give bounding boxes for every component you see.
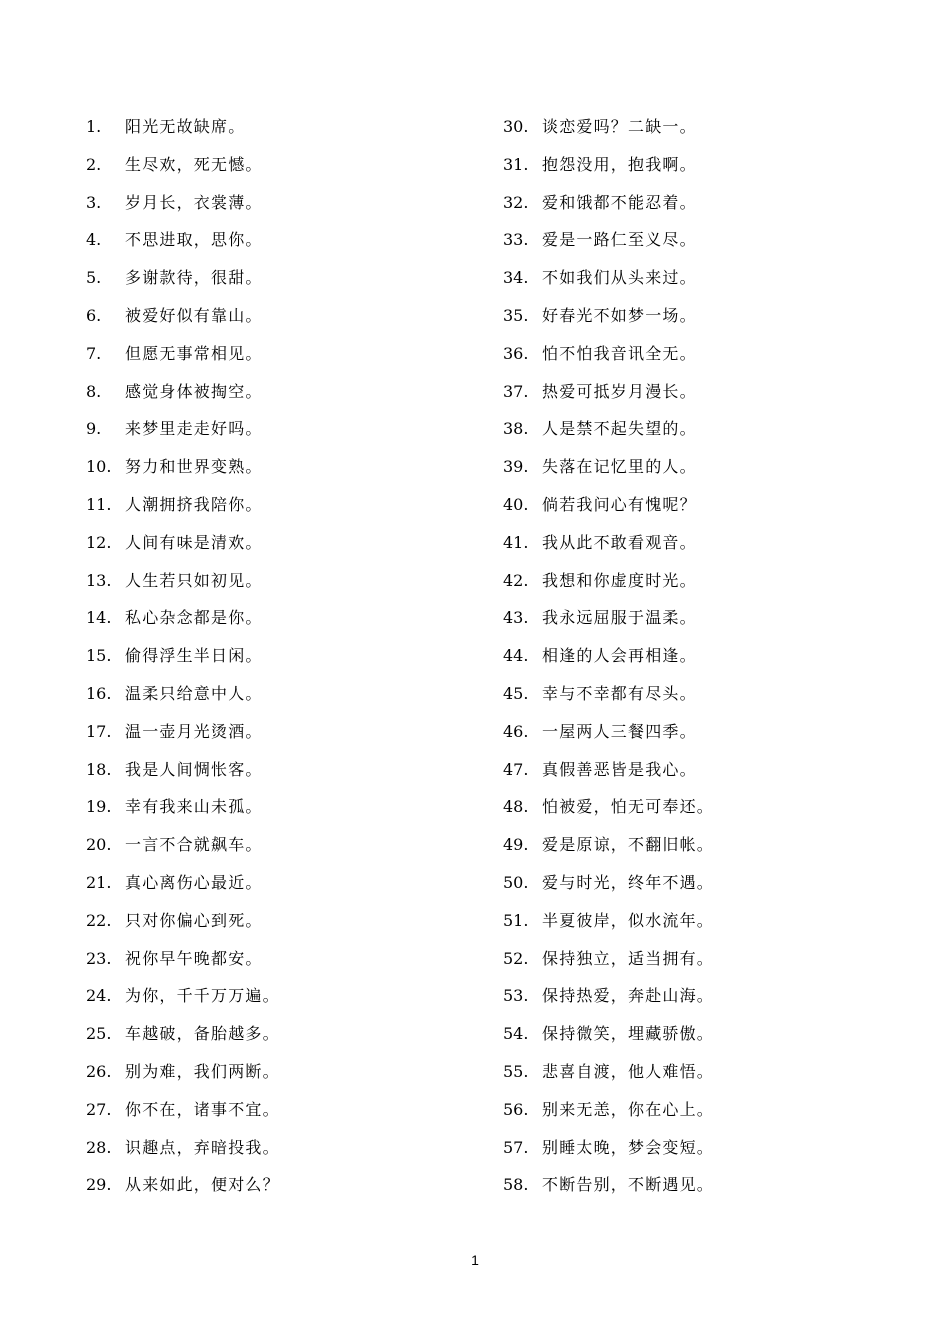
- quote-number: 8.: [86, 381, 102, 401]
- quote-item: [86, 599, 466, 637]
- quote-text: 被爱好似有靠山。: [125, 305, 263, 325]
- quote-item: [503, 713, 903, 751]
- quote-text: 不思进取，思你。: [125, 230, 263, 250]
- page-number: 1: [471, 1252, 479, 1268]
- quote-number: 27.: [86, 1099, 112, 1119]
- quote-item: [86, 184, 466, 222]
- quote-text: 一言不合就飙车。: [125, 835, 263, 855]
- quote-number: 17.: [86, 721, 112, 741]
- quote-item: [503, 1053, 903, 1091]
- quote-text: 人生若只如初见。: [125, 570, 263, 590]
- quote-text: 识趣点，弃暗投我。: [125, 1137, 280, 1157]
- quote-text: 感觉身体被掏空。: [125, 381, 263, 401]
- quote-number: 13.: [86, 570, 112, 590]
- quote-item: [86, 902, 466, 940]
- quote-number: 38.: [503, 419, 529, 439]
- quote-item: [86, 410, 466, 448]
- quote-text: 来梦里走走好吗。: [125, 419, 263, 439]
- quote-text: 但愿无事常相见。: [125, 343, 263, 363]
- quote-number: 7.: [86, 343, 102, 363]
- quote-text: 真心离伤心最近。: [125, 872, 263, 892]
- quote-text: 抱怨没用，抱我啊。: [542, 154, 697, 174]
- quote-text: 爱和饿都不能忍着。: [542, 192, 697, 212]
- quote-text: 热爱可抵岁月漫长。: [542, 381, 697, 401]
- quote-number: 49.: [503, 835, 529, 855]
- quote-item: [86, 713, 466, 751]
- quote-text: 温一壶月光烫酒。: [125, 721, 263, 741]
- quote-text: 别来无恙，你在心上。: [542, 1099, 715, 1119]
- quote-number: 1.: [86, 117, 102, 136]
- quote-number: 57.: [503, 1137, 529, 1157]
- quote-number: 54.: [503, 1024, 529, 1044]
- quote-item: [503, 335, 903, 373]
- quote-text: 怕被爱，怕无可奉还。: [542, 797, 715, 817]
- quote-number: 2.: [86, 154, 102, 174]
- quote-item: [86, 297, 466, 335]
- quote-item: [86, 259, 466, 297]
- quote-item: [503, 1091, 903, 1129]
- quote-item: [503, 826, 903, 864]
- quote-text: 保持独立，适当拥有。: [542, 948, 715, 968]
- quote-item: [503, 297, 903, 335]
- quote-number: 55.: [503, 1061, 529, 1081]
- quote-number: 58.: [503, 1175, 529, 1195]
- quote-number: 25.: [86, 1024, 112, 1044]
- quote-item: [503, 259, 903, 297]
- quote-item: [503, 599, 903, 637]
- quote-number: 4.: [86, 230, 102, 250]
- quote-text: 真假善恶皆是我心。: [542, 759, 697, 779]
- quote-text: 倘若我问心有愧呢？: [542, 494, 697, 514]
- quote-item: [86, 335, 466, 373]
- quote-number: 26.: [86, 1061, 112, 1081]
- quote-number: 16.: [86, 683, 112, 703]
- quote-number: 44.: [503, 646, 529, 666]
- quote-text: 幸有我来山未孤。: [125, 797, 263, 817]
- quote-text: 祝你早午晚都安。: [125, 948, 263, 968]
- quote-text: 好春光不如梦一场。: [542, 305, 697, 325]
- quote-item: [503, 184, 903, 222]
- quote-number: 53.: [503, 986, 529, 1006]
- quote-item: [503, 1166, 903, 1204]
- quote-text: 谈恋爱吗？二缺一。: [542, 117, 697, 136]
- quote-item: [86, 1166, 466, 1204]
- quote-text: 只对你偏心到死。: [125, 910, 263, 930]
- quote-item: [503, 788, 903, 826]
- quote-number: 45.: [503, 683, 529, 703]
- quote-text: 相逢的人会再相逢。: [542, 646, 697, 666]
- quote-text: 努力和世界变熟。: [125, 457, 263, 477]
- quote-item: [86, 1129, 466, 1167]
- quote-text: 从来如此，便对么？: [125, 1175, 280, 1195]
- quote-number: 23.: [86, 948, 112, 968]
- quote-number: 43.: [503, 608, 529, 628]
- quote-item: [86, 637, 466, 675]
- quote-number: 51.: [503, 910, 529, 930]
- quote-item: [503, 977, 903, 1015]
- quote-item: [503, 940, 903, 978]
- quote-item: [503, 864, 903, 902]
- quote-text: 爱与时光，终年不遇。: [542, 872, 715, 892]
- quote-item: [86, 788, 466, 826]
- quote-text: 爱是原谅，不翻旧帐。: [542, 835, 715, 855]
- quote-item: [503, 146, 903, 184]
- quote-item: [86, 486, 466, 524]
- quote-item: [503, 410, 903, 448]
- quote-number: 10.: [86, 457, 112, 477]
- quote-item: [503, 448, 903, 486]
- quote-item: [503, 373, 903, 411]
- quote-number: 18.: [86, 759, 112, 779]
- quote-text: 我从此不敢看观音。: [542, 532, 697, 552]
- quote-item: [503, 1015, 903, 1053]
- quote-text: 一屋两人三餐四季。: [542, 721, 697, 741]
- quote-text: 爱是一路仁至义尽。: [542, 230, 697, 250]
- quote-text: 偷得浮生半日闲。: [125, 646, 263, 666]
- quote-item: [503, 751, 903, 789]
- quote-number: 41.: [503, 532, 529, 552]
- quote-text: 保持热爱，奔赴山海。: [542, 986, 715, 1006]
- quote-number: 50.: [503, 872, 529, 892]
- quote-text: 别睡太晚，梦会变短。: [542, 1137, 715, 1157]
- quote-number: 46.: [503, 721, 529, 741]
- quote-item: [86, 373, 466, 411]
- quote-number: 3.: [86, 192, 102, 212]
- quote-number: 48.: [503, 797, 529, 817]
- quote-text: 我是人间惆怅客。: [125, 759, 263, 779]
- quote-item: [86, 1091, 466, 1129]
- quote-number: 36.: [503, 343, 529, 363]
- quote-item: [86, 524, 466, 562]
- quote-item: [86, 448, 466, 486]
- quote-number: 30.: [503, 117, 529, 136]
- quote-text: 阳光无故缺席。: [125, 117, 246, 136]
- quote-number: 35.: [503, 305, 529, 325]
- quote-number: 11.: [86, 494, 112, 514]
- quote-number: 12.: [86, 532, 112, 552]
- quote-text: 温柔只给意中人。: [125, 683, 263, 703]
- quote-item: [86, 864, 466, 902]
- quote-text: 车越破，备胎越多。: [125, 1024, 280, 1044]
- quote-number: 9.: [86, 419, 102, 439]
- quote-text: 岁月长，衣裳薄。: [125, 192, 263, 212]
- quote-item: [503, 486, 903, 524]
- quote-number: 19.: [86, 797, 112, 817]
- quote-number: 52.: [503, 948, 529, 968]
- quote-text: 我想和你虚度时光。: [542, 570, 697, 590]
- quote-text: 人间有味是清欢。: [125, 532, 263, 552]
- quote-number: 33.: [503, 230, 529, 250]
- quote-text: 不断告别，不断遇见。: [542, 1175, 715, 1195]
- quote-number: 34.: [503, 268, 529, 288]
- quote-item: [503, 221, 903, 259]
- quote-item: [86, 108, 466, 146]
- quote-item: [503, 562, 903, 600]
- quote-number: 42.: [503, 570, 529, 590]
- quote-text: 生尽欢，死无憾。: [125, 154, 263, 174]
- quote-number: 21.: [86, 872, 112, 892]
- quote-text: 私心杂念都是你。: [125, 608, 263, 628]
- quote-text: 失落在记忆里的人。: [542, 457, 697, 477]
- right-quote-list: [503, 108, 903, 1204]
- quote-item: [86, 1053, 466, 1091]
- quote-text: 悲喜自渡，他人难悟。: [542, 1061, 715, 1081]
- quote-text: 不如我们从头来过。: [542, 268, 697, 288]
- quote-number: 24.: [86, 986, 112, 1006]
- quote-text: 别为难，我们两断。: [125, 1061, 280, 1081]
- quote-item: [86, 977, 466, 1015]
- quote-item: [503, 108, 903, 146]
- quote-item: [86, 826, 466, 864]
- quote-text: 半夏彼岸，似水流年。: [542, 910, 715, 930]
- quote-item: [503, 524, 903, 562]
- quote-item: [503, 637, 903, 675]
- quote-number: 14.: [86, 608, 112, 628]
- quote-text: 保持微笑，埋藏骄傲。: [542, 1024, 715, 1044]
- quote-item: [86, 221, 466, 259]
- quote-text: 我永远屈服于温柔。: [542, 608, 697, 628]
- quote-item: [86, 675, 466, 713]
- quote-number: 47.: [503, 759, 529, 779]
- quote-number: 20.: [86, 835, 112, 855]
- quote-number: 22.: [86, 910, 112, 930]
- quote-text: 人潮拥挤我陪你。: [125, 494, 263, 514]
- quote-number: 15.: [86, 646, 112, 666]
- quote-item: [86, 751, 466, 789]
- quote-item: [503, 902, 903, 940]
- quote-number: 56.: [503, 1099, 529, 1119]
- quote-text: 多谢款待，很甜。: [125, 268, 263, 288]
- quote-item: [86, 1015, 466, 1053]
- quote-number: 6.: [86, 305, 102, 325]
- quote-number: 32.: [503, 192, 529, 212]
- quote-text: 怕不怕我音讯全无。: [542, 343, 697, 363]
- left-quote-list: [86, 108, 466, 1204]
- quote-number: 5.: [86, 268, 102, 288]
- quote-number: 31.: [503, 154, 529, 174]
- quote-item: [86, 146, 466, 184]
- quote-number: 37.: [503, 381, 529, 401]
- quote-number: 39.: [503, 457, 529, 477]
- quote-text: 你不在，诸事不宜。: [125, 1099, 280, 1119]
- quote-item: [503, 1129, 903, 1167]
- quote-item: [503, 675, 903, 713]
- quote-text: 人是禁不起失望的。: [542, 419, 697, 439]
- quote-text: 幸与不幸都有尽头。: [542, 683, 697, 703]
- quote-item: [86, 940, 466, 978]
- quote-number: 40.: [503, 494, 529, 514]
- quote-number: 29.: [86, 1175, 112, 1195]
- quote-text: 为你，千千万万遍。: [125, 986, 280, 1006]
- quote-number: 28.: [86, 1137, 112, 1157]
- quote-item: [86, 562, 466, 600]
